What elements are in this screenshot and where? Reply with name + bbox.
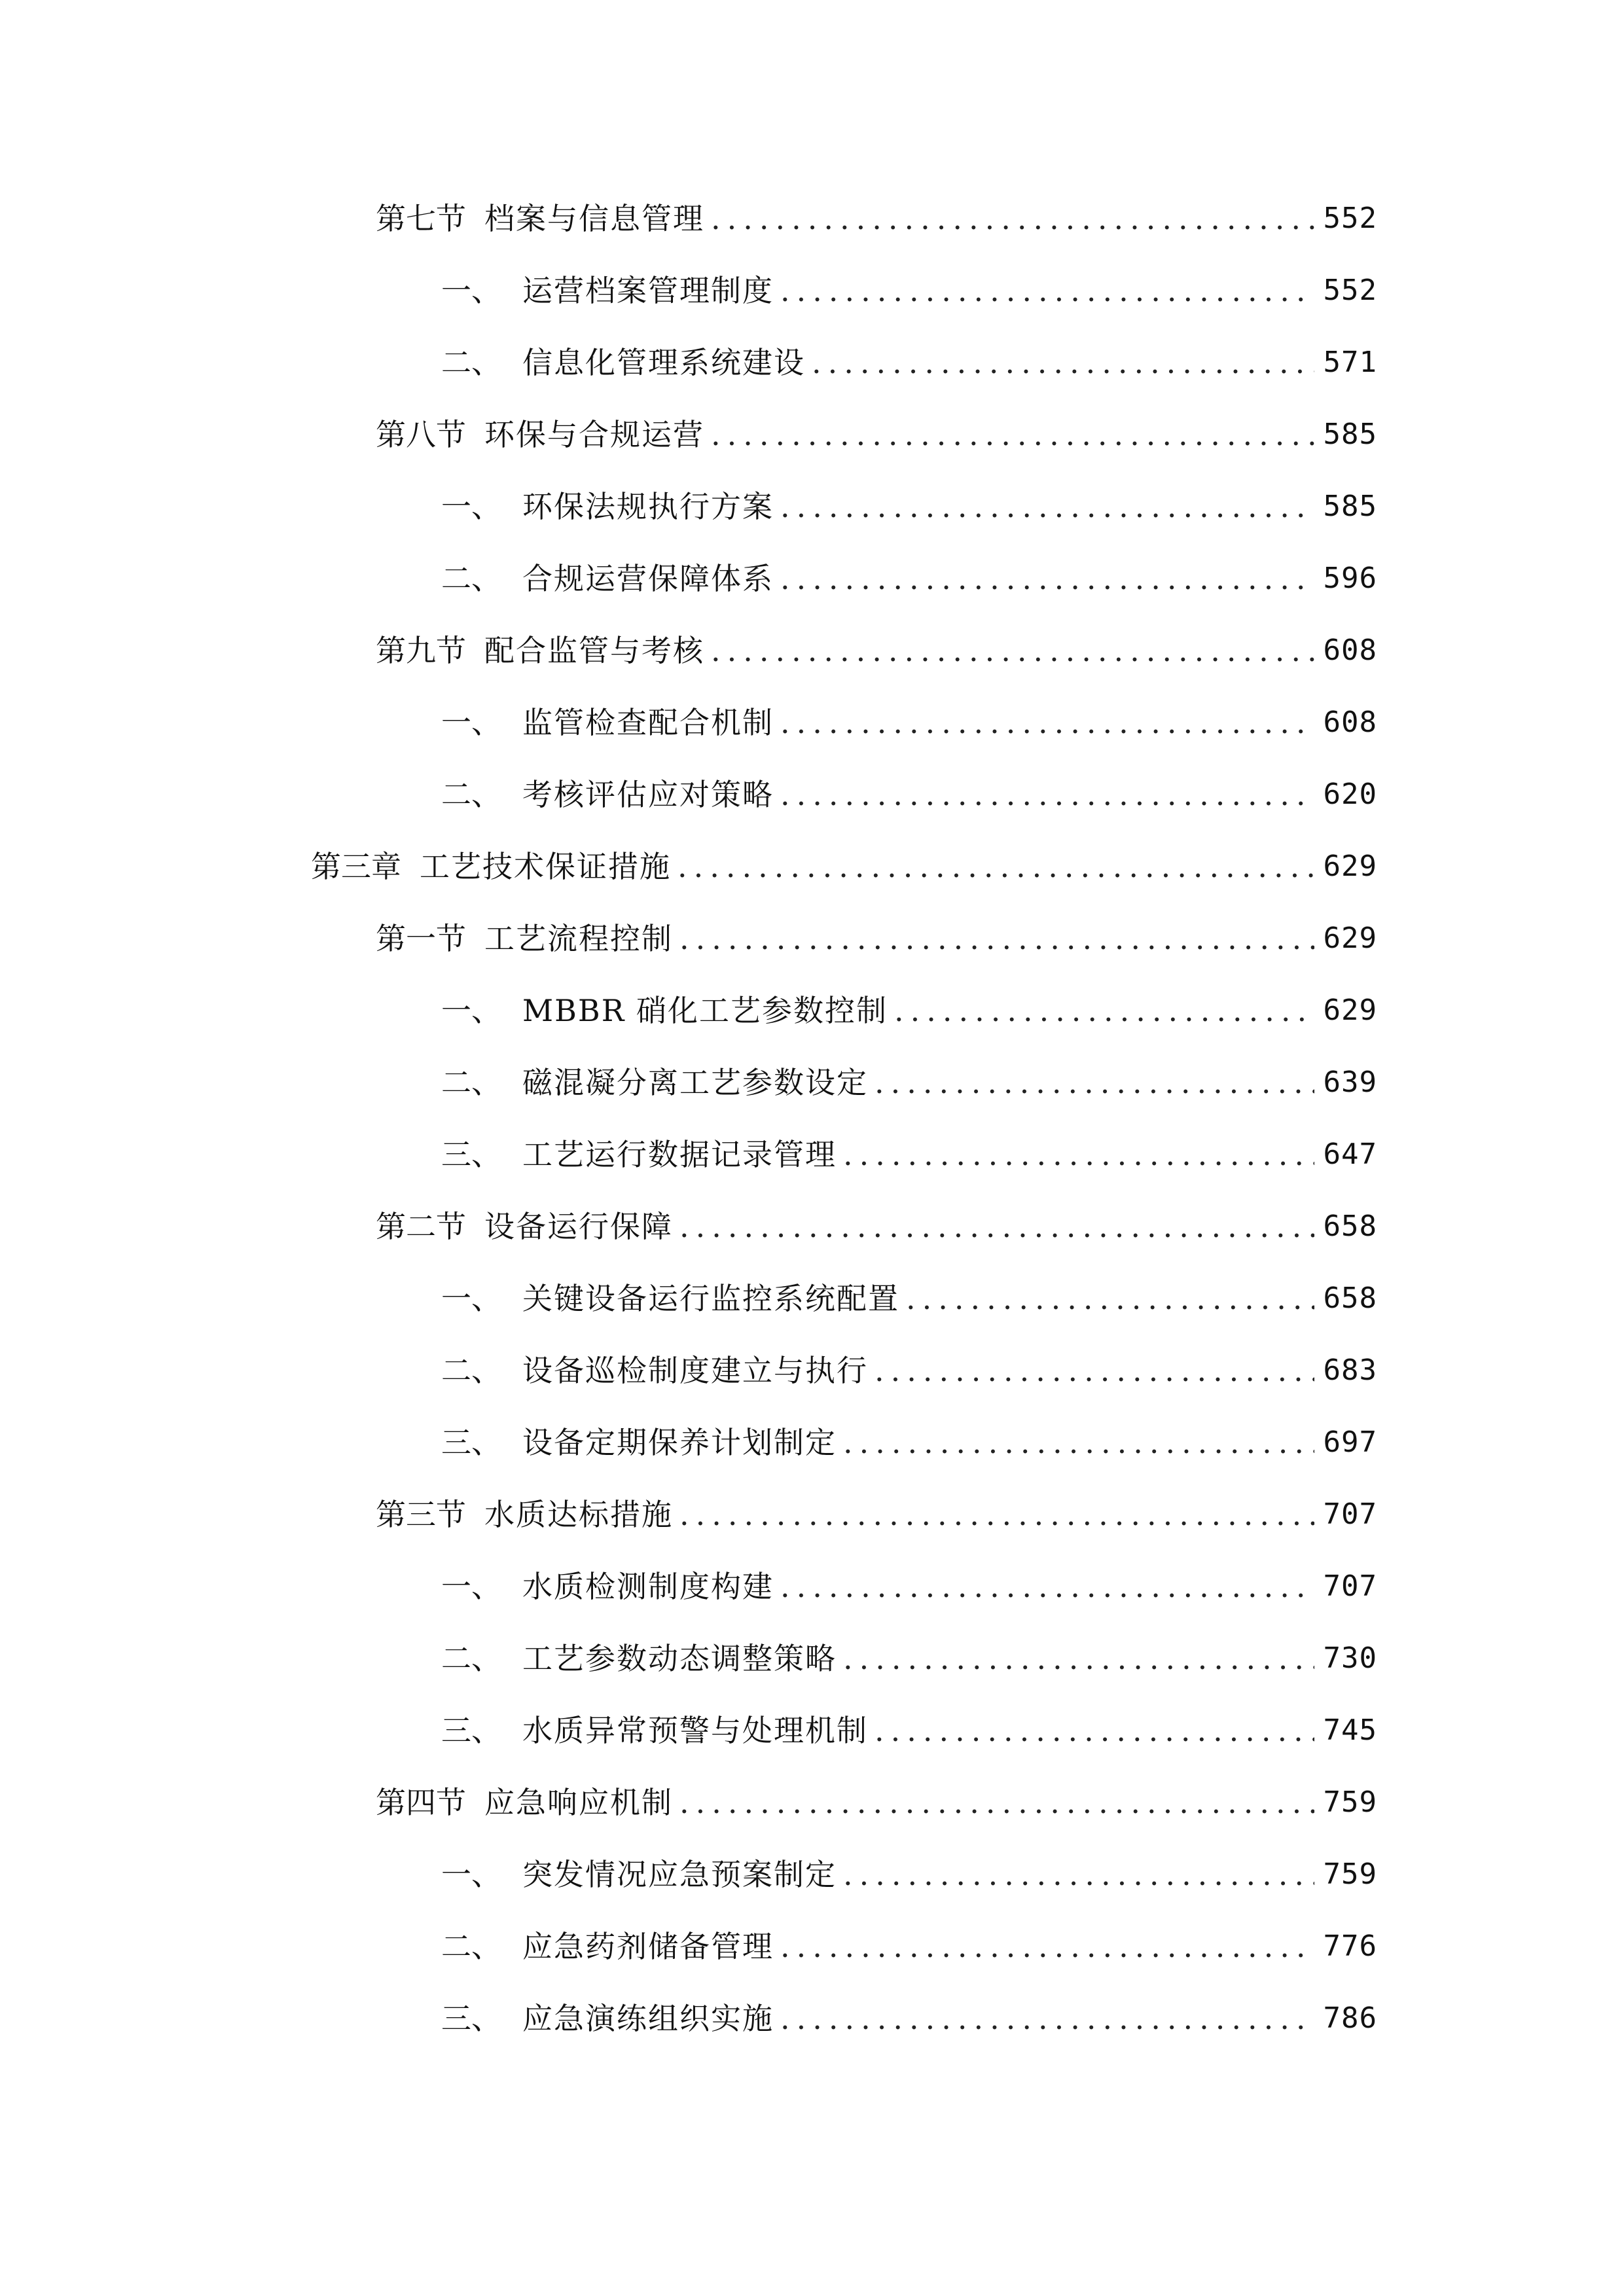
toc-entry-title: 水质异常预警与处理机制 <box>522 1713 868 1748</box>
dot-leader <box>894 987 1314 1034</box>
toc-entry-page: 629 <box>1323 922 1377 955</box>
toc-entry-page: 629 <box>1323 994 1377 1027</box>
dot-leader <box>875 1347 1314 1394</box>
toc-entry[interactable] <box>441 1995 1377 2042</box>
toc-entry[interactable] <box>441 1419 1377 1466</box>
toc-entry-page: 730 <box>1323 1641 1377 1675</box>
toc-entry-title: MBBR 硝化工艺参数控制 <box>522 993 888 1028</box>
toc-entry-title: 环保法规执行方案 <box>522 489 774 524</box>
toc-entry-number: 第二节 <box>376 1209 466 1244</box>
toc-entry-title: 设备巡检制度建立与执行 <box>522 1353 868 1388</box>
dot-leader <box>843 1131 1314 1178</box>
toc-entry[interactable] <box>441 1563 1377 1610</box>
toc-entry-page: 745 <box>1323 1713 1377 1747</box>
toc-entry-title: 工艺运行数据记录管理 <box>522 1137 837 1172</box>
toc-entry-page: 639 <box>1323 1066 1377 1099</box>
toc-entry-page: 697 <box>1323 1426 1377 1459</box>
toc-entry-page: 629 <box>1323 850 1377 883</box>
toc-entry-number: 二、 <box>441 777 501 812</box>
dot-leader <box>780 267 1314 314</box>
toc-entry-page: 608 <box>1323 706 1377 739</box>
toc-entry-title: 突发情况应急预案制定 <box>522 1857 837 1892</box>
toc-entry-page: 759 <box>1323 1857 1377 1891</box>
dot-leader <box>711 411 1314 458</box>
toc-entry-number: 二、 <box>441 1929 501 1964</box>
toc-entry-number: 一、 <box>441 1281 501 1316</box>
dot-leader <box>780 771 1314 818</box>
toc-entry-number: 二、 <box>441 1065 501 1100</box>
toc-entry[interactable] <box>441 483 1377 530</box>
toc-entry-title: 配合监管与考核 <box>484 633 704 668</box>
dot-leader <box>843 1419 1314 1466</box>
toc-entry-title: 应急药剂储备管理 <box>522 1929 774 1964</box>
toc-entry-number: 三、 <box>441 1137 501 1172</box>
toc-entry[interactable] <box>441 699 1377 746</box>
toc-entry-title: 应急演练组织实施 <box>522 2001 774 2036</box>
toc-entry-title: 监管检查配合机制 <box>522 705 774 740</box>
toc-entry-title: 工艺参数动态调整策略 <box>522 1641 837 1676</box>
toc-entry-number: 二、 <box>441 561 501 596</box>
toc-entry-title: 水质达标措施 <box>484 1497 673 1532</box>
toc-entry-page: 571 <box>1323 346 1377 379</box>
toc-entry[interactable] <box>376 411 1377 458</box>
toc-entry[interactable] <box>376 915 1377 962</box>
toc-entry-number: 一、 <box>441 489 501 524</box>
dot-leader <box>843 1851 1314 1898</box>
toc-entry-title: 应急响应机制 <box>484 1785 673 1820</box>
dot-leader <box>780 1923 1314 1970</box>
toc-entry-page: 620 <box>1323 778 1377 811</box>
toc-entry-page: 658 <box>1323 1210 1377 1243</box>
toc-entry[interactable] <box>441 1131 1377 1178</box>
toc-entry-number: 一、 <box>441 1569 501 1604</box>
toc-entry-number: 第三章 <box>311 849 401 884</box>
toc-entry-title: 档案与信息管理 <box>484 201 704 236</box>
dot-leader <box>677 843 1314 890</box>
toc-entry-number: 第七节 <box>376 201 466 236</box>
toc-entry[interactable] <box>441 1923 1377 1970</box>
toc-entry-title: 设备运行保障 <box>484 1209 673 1244</box>
dot-leader <box>875 1059 1314 1106</box>
toc-entry-number: 二、 <box>441 345 501 380</box>
toc-entry[interactable] <box>376 627 1377 674</box>
toc-entry[interactable] <box>376 1491 1377 1538</box>
toc-entry[interactable] <box>311 843 1377 890</box>
dot-leader <box>812 339 1314 386</box>
toc-entry-number: 三、 <box>441 1713 501 1748</box>
dot-leader <box>679 1491 1314 1538</box>
toc-entry-page: 647 <box>1323 1138 1377 1171</box>
toc-entry-page: 759 <box>1323 1785 1377 1819</box>
toc-entry[interactable] <box>441 771 1377 818</box>
toc-entry-title: 磁混凝分离工艺参数设定 <box>522 1065 868 1100</box>
toc-entry-page: 707 <box>1323 1498 1377 1531</box>
dot-leader <box>906 1275 1314 1322</box>
toc-entry-page: 776 <box>1323 1929 1377 1963</box>
toc-entry-page: 683 <box>1323 1354 1377 1387</box>
toc-entry-page: 786 <box>1323 2001 1377 2035</box>
toc-entry-number: 第一节 <box>376 921 466 956</box>
toc-entry-number: 三、 <box>441 2001 501 2036</box>
toc-entry-title: 考核评估应对策略 <box>522 777 774 812</box>
toc-entry[interactable] <box>441 1707 1377 1754</box>
toc-entry[interactable] <box>441 267 1377 314</box>
toc-entry-page: 552 <box>1323 202 1377 235</box>
toc-entry-page: 658 <box>1323 1282 1377 1315</box>
toc-entry-page: 596 <box>1323 562 1377 595</box>
toc-entry-number: 第三节 <box>376 1497 466 1532</box>
toc-entry-title: 设备定期保养计划制定 <box>522 1425 837 1460</box>
toc-entry-page: 707 <box>1323 1570 1377 1603</box>
toc-entry-title: 水质检测制度构建 <box>522 1569 774 1604</box>
toc-entry-page: 585 <box>1323 418 1377 451</box>
dot-leader <box>679 1203 1314 1250</box>
toc-entry-page: 585 <box>1323 490 1377 523</box>
dot-leader <box>875 1707 1314 1754</box>
toc-entry-title: 工艺技术保证措施 <box>420 849 671 884</box>
toc-entry[interactable] <box>441 339 1377 386</box>
dot-leader <box>679 1779 1314 1826</box>
toc-entry[interactable] <box>441 555 1377 602</box>
toc-entry-number: 第八节 <box>376 417 466 452</box>
toc-entry-number: 一、 <box>441 993 501 1028</box>
dot-leader <box>780 555 1314 602</box>
toc-entry[interactable] <box>441 1059 1377 1106</box>
toc-entry-title: 信息化管理系统建设 <box>522 345 805 380</box>
toc-entry-page: 608 <box>1323 634 1377 667</box>
toc-entry-title: 工艺流程控制 <box>484 921 673 956</box>
dot-leader <box>780 1995 1314 2042</box>
dot-leader <box>843 1635 1314 1682</box>
toc-entry-number: 三、 <box>441 1425 501 1460</box>
dot-leader <box>711 195 1314 242</box>
dot-leader <box>780 483 1314 530</box>
toc-entry[interactable] <box>441 1275 1377 1322</box>
dot-leader <box>679 915 1314 962</box>
toc-entry-title: 环保与合规运营 <box>484 417 704 452</box>
toc-entry[interactable] <box>441 987 1377 1034</box>
toc-entry-title: 合规运营保障体系 <box>522 561 774 596</box>
toc-entry-number: 二、 <box>441 1353 501 1388</box>
toc-entry-title: 运营档案管理制度 <box>522 273 774 308</box>
toc-entry-page: 552 <box>1323 274 1377 307</box>
toc-entry[interactable] <box>376 195 1377 242</box>
toc-entry-number: 一、 <box>441 705 501 740</box>
toc-entry-number: 第九节 <box>376 633 466 668</box>
toc-entry[interactable] <box>376 1203 1377 1250</box>
toc-entry[interactable] <box>441 1851 1377 1898</box>
dot-leader <box>780 1563 1314 1610</box>
toc-entry[interactable] <box>441 1635 1377 1682</box>
toc-entry-number: 一、 <box>441 273 501 308</box>
toc-entry-number: 第四节 <box>376 1785 466 1820</box>
dot-leader <box>711 627 1314 674</box>
toc-entry-number: 一、 <box>441 1857 501 1892</box>
toc-entry[interactable] <box>441 1347 1377 1394</box>
dot-leader <box>780 699 1314 746</box>
toc-entry-number: 二、 <box>441 1641 501 1676</box>
toc-entry[interactable] <box>376 1779 1377 1826</box>
toc-entry-title: 关键设备运行监控系统配置 <box>522 1281 899 1316</box>
